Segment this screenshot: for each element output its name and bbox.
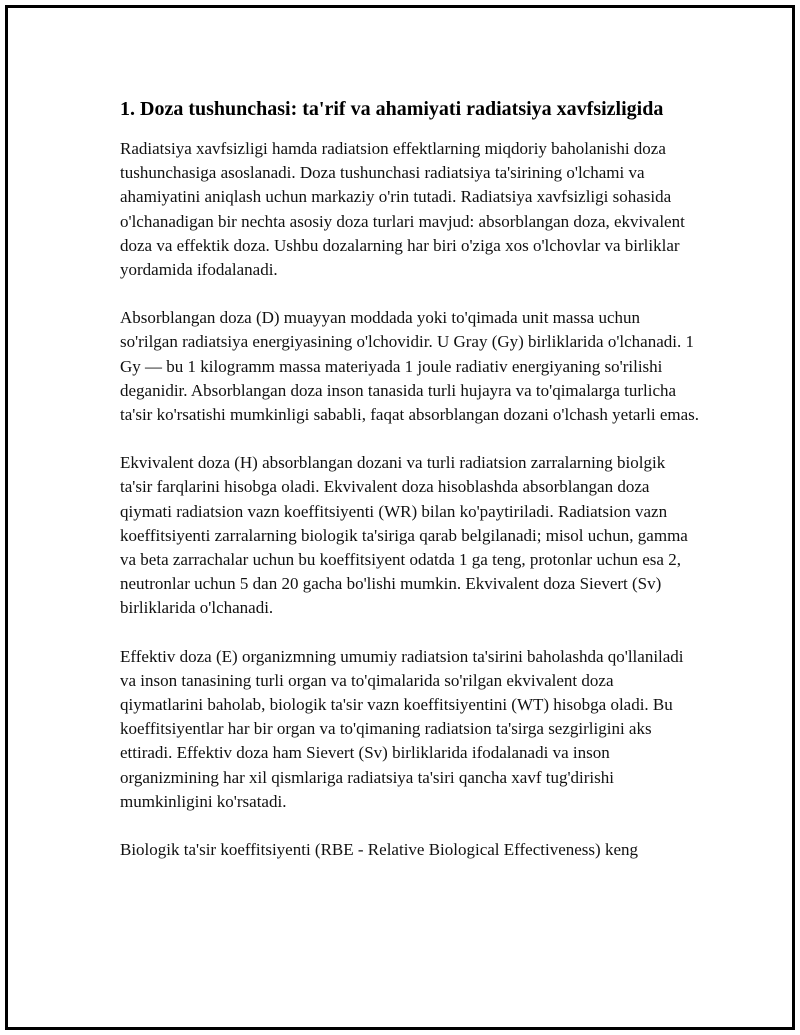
section-heading: 1. Doza tushunchasi: ta'rif va ahamiyati radiatsiya xavfsizligida <box>120 98 664 120</box>
paragraph-doza-intro: Radiatsiya xavfsizligi hamda radiatsion effektlarning miqdoriy baholanishi doza tushunchasiga asoslanadi. Doza tushunchasi radiatsiya ta'sirining o'lchami va ahamiyatini aniqlash uchun markaziy o'rin tutadi. Radiatsiya xavfsizligi sohasida o'lchanadigan bir nechta asosiy doza turlari mavjud: absorblangan doza, ekvivalent doza va effektik doza. Ushbu dozalarning har biri o'ziga xos o'lchovlar va birliklar yordamida ifodalanadi. <box>120 139 685 280</box>
page-frame <box>5 5 795 1030</box>
paragraph-rbe: Biologik ta'sir koeffitsiyenti (RBE - Relative Biological Effectiveness) keng <box>120 840 638 860</box>
paragraph-absorblangan-doza: Absorblangan doza (D) muayyan moddada yoki to'qimada unit massa uchun so'rilgan radiatsiya energiyasining o'lchovidir. U Gray (Gy) birliklarida o'lchanadi. 1 Gy — bu 1 kilogramm massa materiyada 1 joule radiativ energiyaning so'rilishi deganidir. Absorblangan doza inson tanasida turli hujayra va to'qimalarga turlicha ta'sir ko'rsatishi mumkinligi sababli, faqat absorblangan dozani o'lchash yetarli emas. <box>120 308 700 425</box>
document-body <box>120 95 700 886</box>
paragraph-effektiv-doza: Effektiv doza (E) organizmning umumiy radiatsion ta'sirini baholashda qo'llaniladi va inson tanasining turli organ va to'qimalarida so'rilgan ekvivalent doza qiymatlarini baholab, biologik ta'sir vazn koeffitsiyentini (WT) hisobga oladi. Bu koeffitsiyentlar har bir organ va to'qimaning radiatsion ta'sirga sezgirligini aks ettiradi. Effektiv doza ham Sievert (Sv) birliklarida ifodalanadi va inson organizmining har xil qismlariga radiatsiya ta'siri qancha xavf tug'dirishi mumkinligini ko'rsatadi. <box>120 646 684 811</box>
paragraph-ekvivalent-doza: Ekvivalent doza (H) absorblangan dozani va turli radiatsion zarralarning biolgik ta'sir farqlarini hisobga oladi. Ekvivalent doza hisoblashda absorblangan doza qiymati radiatsion vazn koeffitsiyenti (WR) bilan ko'paytiriladi. Radiatsion vazn koeffitsiyenti zarralarning biologik ta'siriga qarab belgilanadi; misol uchun, gamma va beta zarrachalar uchun bu koeffitsiyent odatda 1 ga teng, protonlar uchun esa 2, neutronlar uchun 5 dan 20 gacha bo'lishi mumkin. Ekvivalent doza Sievert (Sv) birliklarida o'lchanadi. <box>120 453 688 618</box>
